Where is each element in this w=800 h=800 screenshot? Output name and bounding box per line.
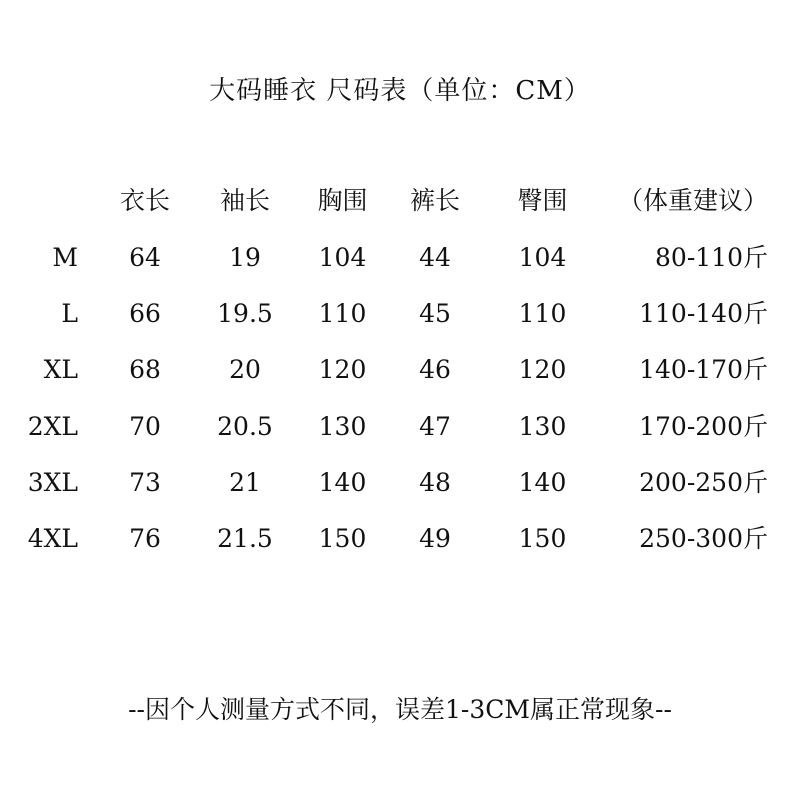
table-header-row bbox=[0, 181, 800, 221]
pants-cell: 46 bbox=[419, 355, 451, 384]
header-pants: 裤长 bbox=[409, 186, 460, 215]
hip-cell: 110 bbox=[518, 299, 567, 328]
weight-cell: 250-300斤 bbox=[639, 524, 768, 553]
header-chest: 胸围 bbox=[317, 186, 368, 215]
hip-cell: 150 bbox=[518, 524, 567, 553]
table-row bbox=[0, 294, 800, 334]
length-cell: 73 bbox=[129, 468, 161, 497]
chest-cell: 140 bbox=[318, 468, 367, 497]
size-cell: 4XL bbox=[27, 524, 78, 553]
sleeve-cell: 21.5 bbox=[217, 524, 273, 553]
pants-cell: 45 bbox=[419, 299, 451, 328]
hip-cell: 104 bbox=[518, 243, 567, 272]
weight-cell: 110-140斤 bbox=[639, 299, 768, 328]
pants-cell: 49 bbox=[419, 524, 451, 553]
weight-cell: 140-170斤 bbox=[639, 355, 768, 384]
measurement-note: --因个人测量方式不同，误差1-3CM属正常现象-- bbox=[128, 695, 672, 724]
table-row bbox=[0, 238, 800, 278]
sleeve-cell: 20.5 bbox=[217, 412, 273, 441]
chest-cell: 120 bbox=[318, 355, 367, 384]
weight-cell: 170-200斤 bbox=[639, 412, 768, 441]
sleeve-cell: 20 bbox=[229, 355, 261, 384]
hip-cell: 120 bbox=[518, 355, 567, 384]
weight-cell: 200-250斤 bbox=[639, 468, 768, 497]
chest-cell: 130 bbox=[318, 412, 367, 441]
size-cell: M bbox=[52, 243, 78, 272]
chest-cell: 104 bbox=[318, 243, 367, 272]
length-cell: 64 bbox=[129, 243, 161, 272]
size-cell: 3XL bbox=[27, 468, 78, 497]
sleeve-cell: 19.5 bbox=[217, 299, 273, 328]
length-cell: 76 bbox=[129, 524, 161, 553]
chest-cell: 150 bbox=[318, 524, 367, 553]
header-size bbox=[20, 181, 78, 221]
sleeve-cell: 19 bbox=[229, 243, 261, 272]
header-length: 衣长 bbox=[119, 186, 170, 215]
hip-cell: 140 bbox=[518, 468, 567, 497]
length-cell: 68 bbox=[129, 355, 161, 384]
size-cell: 2XL bbox=[27, 412, 78, 441]
length-cell: 66 bbox=[129, 299, 161, 328]
weight-cell: 80-110斤 bbox=[655, 243, 768, 272]
chest-cell: 110 bbox=[318, 299, 367, 328]
sleeve-cell: 21 bbox=[229, 468, 261, 497]
header-hip: 臀围 bbox=[517, 186, 568, 215]
size-cell: L bbox=[61, 299, 78, 328]
page-title: 大码睡衣 尺码表（单位：CM） bbox=[209, 76, 591, 106]
pants-cell: 48 bbox=[419, 468, 451, 497]
table-row bbox=[0, 350, 800, 390]
table-row bbox=[0, 463, 800, 503]
pants-cell: 47 bbox=[419, 412, 451, 441]
hip-cell: 130 bbox=[518, 412, 567, 441]
pants-cell: 44 bbox=[419, 243, 451, 272]
length-cell: 70 bbox=[129, 412, 161, 441]
header-sleeve: 袖长 bbox=[219, 186, 270, 215]
header-weight: （体重建议） bbox=[617, 186, 768, 215]
size-cell: XL bbox=[43, 355, 78, 384]
table-row bbox=[0, 519, 800, 559]
table-row bbox=[0, 407, 800, 447]
